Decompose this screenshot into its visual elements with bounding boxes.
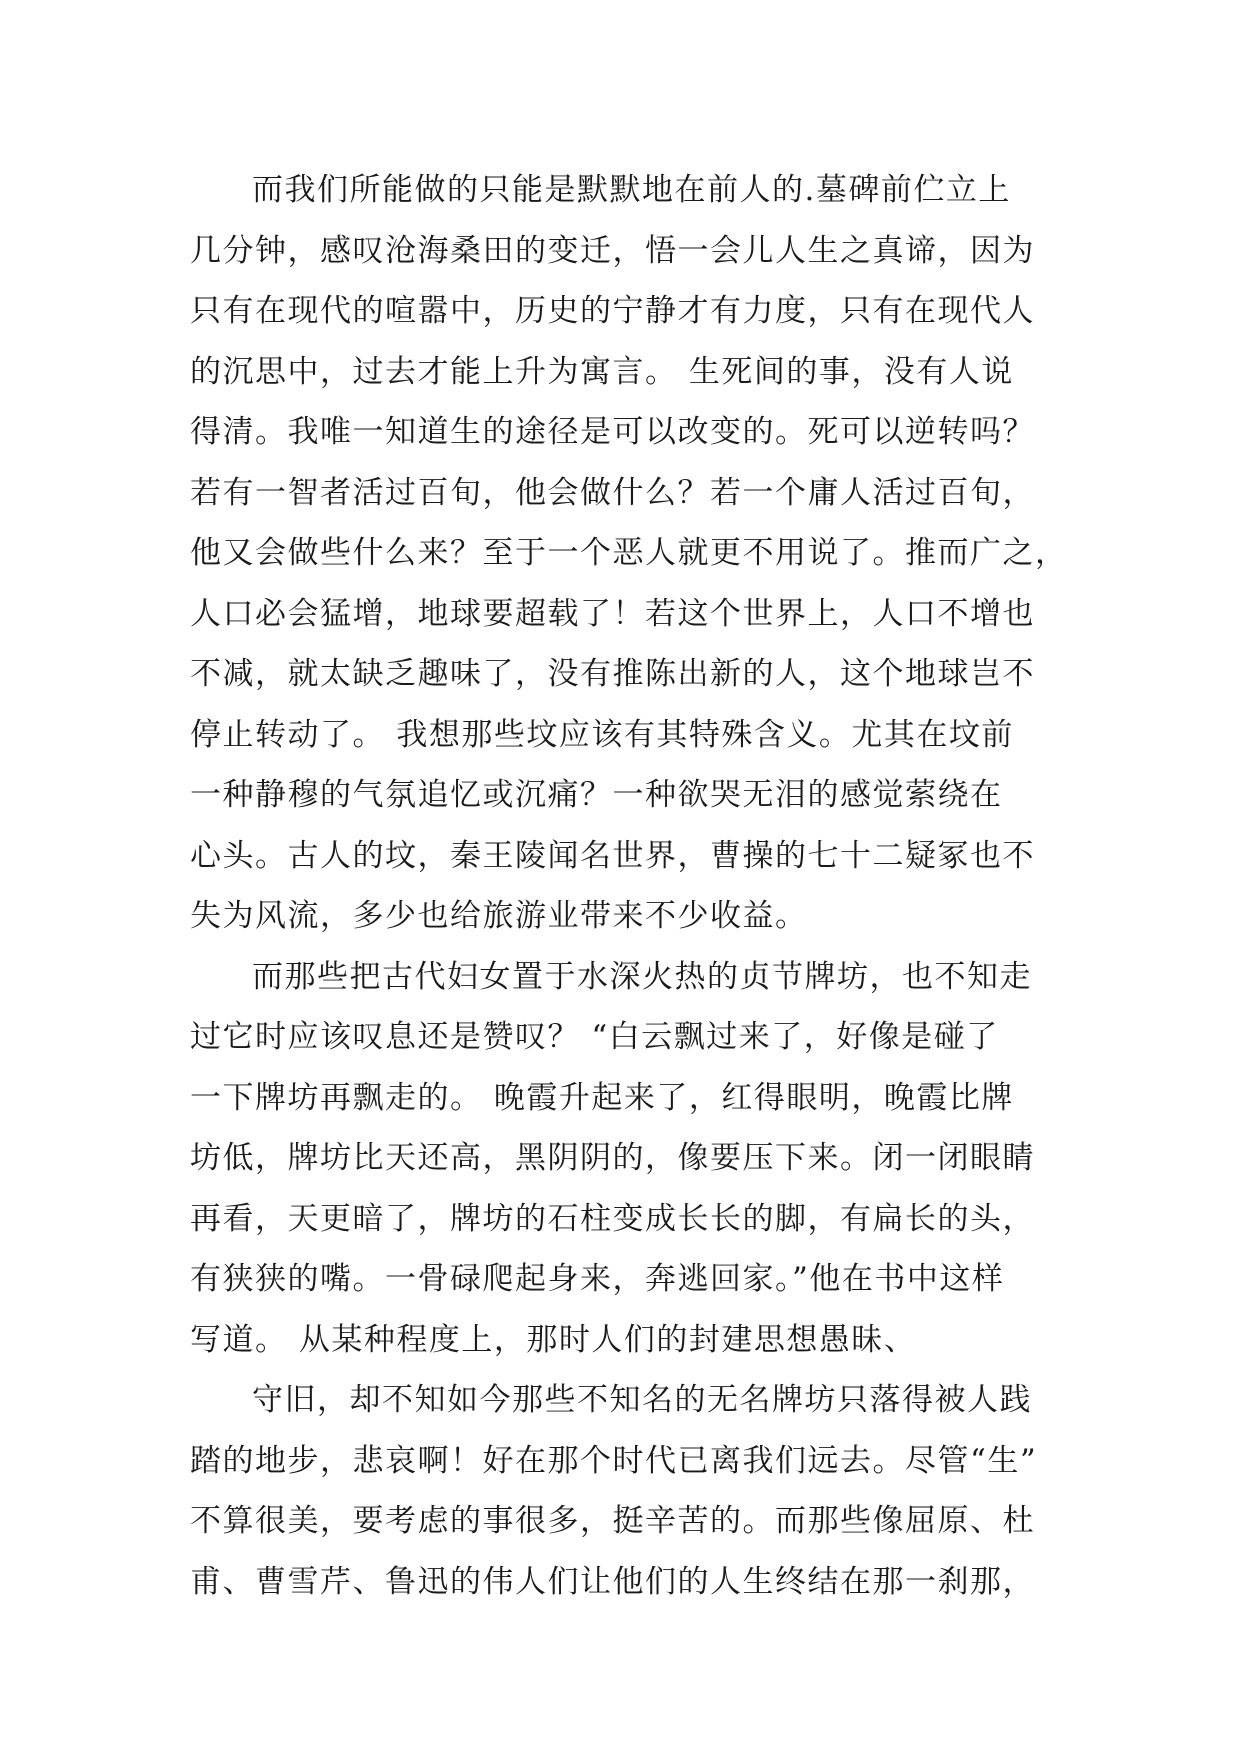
text-line: 停止转动了。 我想那些坟应该有其特殊含义。尤其在坟前 [190,716,1014,753]
text-line: 守旧，却不知如今那些不知名的无名牌坊只落得被人践 [252,1382,1032,1418]
text-line: 不算很美，要考虑的事很多，挺辛苦的。而那些像屈原、杜 [190,1503,1035,1539]
text-line: 过它时应该叹息还是赞叹？ “白云飘过来了，好像是碰了 [190,1019,999,1055]
text-line: 坊低，牌坊比天还高，黑阴阴的，像要压下来。闭一闭眼睛 [190,1140,1035,1176]
text-line: 甫、曹雪芹、鲁迅的伟人们让他们的人生终结在那一刹那， [190,1563,1035,1600]
body-text [190,160,1070,1612]
text-line: 失为风流，多少也给旅游业带来不少收益。 [190,898,808,934]
text-line: 的沉思中，过去才能上升为寓言。 生死间的事，没有人说 [190,353,1014,390]
text-line: 而我们所能做的只能是默默地在前人的.墓碑前伫立上 [252,172,1011,208]
text-line: 写道。 从某种程度上，那时人们的封建思想愚昧、 [190,1321,917,1358]
text-line: 一种静穆的气氛追忆或沉痛？一种欲哭无泪的感觉萦绕在 [190,777,1003,813]
text-line: 人口必会猛增，地球要超载了！若这个世界上，人口不增也 [190,595,1035,632]
text-line: 若有一智者活过百旬，他会做什么？若一个庸人活过百旬， [190,474,1035,511]
text-line: 不减，就太缺乏趣味了，没有推陈出新的人，这个地球岂不 [190,656,1035,692]
text-line: 他又会做些什么来？至于一个恶人就更不用说了。推而广之， [190,535,1068,571]
text-line: 只有在现代的喧嚣中，历史的宁静才有力度，只有在现代人 [190,293,1035,329]
text-line: 得清。我唯一知道生的途径是可以改变的。死可以逆转吗？ [190,414,1035,450]
text-line: 有狭狭的嘴。一骨碌爬起身来，奔逃回家。”他在书中这样 [190,1261,1005,1297]
text-line: 再看，天更暗了，牌坊的石柱变成长长的脚，有扁长的头， [190,1200,1035,1237]
text-line: 心头。古人的坟，秦王陵闻名世界，曹操的七十二疑冢也不 [190,837,1035,874]
text-line: 而那些把古代妇女置于水深火热的贞节牌坊，也不知走 [252,958,1032,995]
text-line: 一下牌坊再飘走的。 晚霞升起来了，红得眼明，晚霞比牌 [190,1079,1014,1116]
text-line: 踏的地步，悲哀啊！好在那个时代已离我们远去。尽管“生” [190,1442,1038,1479]
text-line: 几分钟，感叹沧海桑田的变迁，悟一会儿人生之真谛，因为 [190,232,1035,269]
